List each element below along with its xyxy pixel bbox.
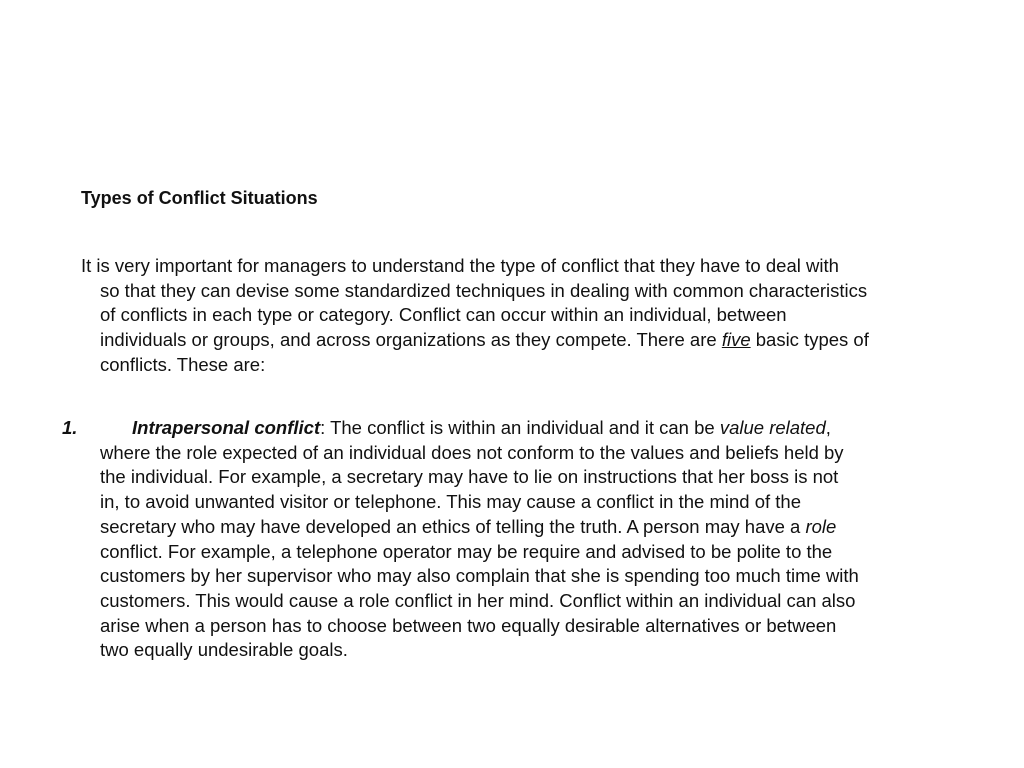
intro-line: conflicts. These are: <box>100 353 266 375</box>
item-text: secretary who may have developed an ethics of telling the truth. A person may have a <box>100 515 806 537</box>
item-line <box>100 416 980 441</box>
item-line: the individual. For example, a secretary may have to lie on instructions that her boss is not <box>100 466 839 488</box>
intro-text: individuals or groups, and across organizations as they compete. There are <box>100 329 722 351</box>
list-item-intrapersonal <box>62 416 980 663</box>
item-line: where the role expected of an individual does not conform to the values and beliefs held by <box>100 441 844 463</box>
intro-paragraph <box>81 254 980 378</box>
intro-line: so that they can devise some standardized techniques in dealing with common characteristics <box>100 279 868 301</box>
intro-line <box>100 328 980 353</box>
item-text: : The conflict is within an individual and it can be <box>320 417 720 438</box>
section-heading: Types of Conflict Situations <box>81 188 318 208</box>
item-line: in, to avoid unwanted visitor or telephone. This may cause a conflict in the mind of the <box>100 491 801 513</box>
item-line: customers. This would cause a role conflict in her mind. Conflict within an individual can also <box>100 589 856 611</box>
item-emphasis: role <box>805 515 837 537</box>
item-line <box>100 515 980 540</box>
intro-text: basic types of <box>750 329 869 351</box>
intro-line: of conflicts in each type or category. Conflict can occur within an individual, between <box>100 304 787 326</box>
list-number: 1. <box>62 417 78 438</box>
emphasis-five: five <box>721 329 751 351</box>
item-line: arise when a person has to choose between two equally desirable alternatives or between <box>100 614 837 636</box>
intro-line: It is very important for managers to understand the type of conflict that they have to deal with <box>81 255 839 276</box>
item-emphasis: value related <box>719 417 826 438</box>
item-line: customers by her supervisor who may also complain that she is spending too much time with <box>100 565 859 587</box>
item-term: Intrapersonal conflict <box>132 417 321 438</box>
item-line: two equally undesirable goals. <box>100 639 348 661</box>
item-line: conflict. For example, a telephone operator may be require and advised to be polite to the <box>100 540 833 562</box>
item-text: , <box>825 417 831 438</box>
